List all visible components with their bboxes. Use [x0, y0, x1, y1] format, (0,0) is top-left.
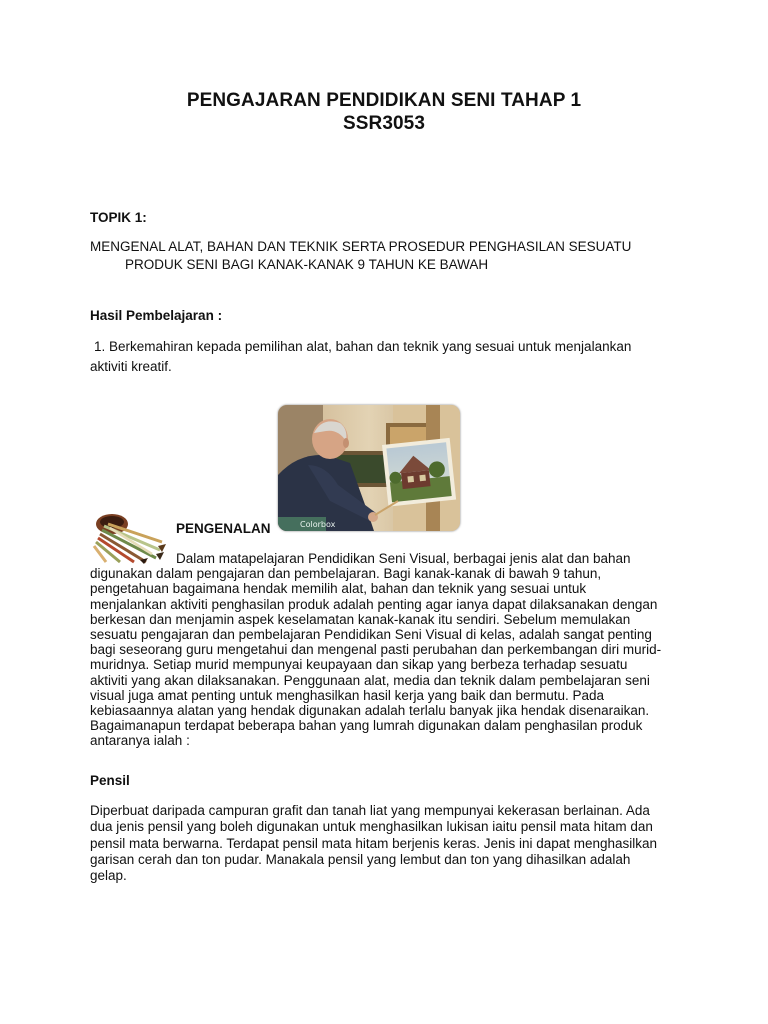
introduction-line: kebiasaannya alatan yang hendak digunakan adalah terlalu banyak jika hendak disenaraikan. — [90, 703, 650, 719]
introduction-line: Bagaimanapun terdapat beberapa bahan yang lumrah digunakan dalam penghasilan produk — [90, 718, 643, 734]
introduction-line: visual juga amat penting untuk menghasilkan hasil kerja yang baik dan bermutu. Pada — [90, 687, 605, 703]
pensil-paragraph — [90, 803, 678, 884]
introduction-line: antaranya ialah : — [90, 733, 190, 749]
topic-description-line: MENGENAL ALAT, BAHAN DAN TEKNIK SERTA PROSEDUR PENGHASILAN SESUATU — [90, 239, 632, 254]
learning-outcome-heading: Hasil Pembelajaran : — [90, 308, 223, 323]
section-heading-pensil: Pensil — [90, 773, 130, 788]
introduction-line: digunakan dalam pengajaran dan pembelajaran. Bagi kanak-kanak di bawah 9 tahun, — [90, 566, 602, 582]
introduction-line: bagi seseorang guru mengetahui dan mengenal pasti perubahan dan perkembangan diri murid- — [90, 642, 662, 658]
course-code: SSR3053 — [342, 113, 426, 134]
pensil-line: garisan cerah dan ton pudar. Manakala pensil yang lembut dan ton yang dihasilkan adalah — [90, 851, 631, 867]
introduction-line: aktiviti yang akan dilaksanakan. Penggunaan alat, media dan teknik dalam pembelajaran seni — [90, 672, 650, 688]
introduction-line: pengetahuan bagaimana hendak memilih alat, bahan dan teknik yang sesuai untuk — [90, 581, 587, 597]
learning-outcome-line: aktiviti kreatif. — [90, 359, 172, 374]
topic-description — [90, 238, 690, 274]
learning-outcome-line: 1. Berkemahiran kepada pemilihan alat, bahan dan teknik yang sesuai untuk menjalankan — [94, 339, 632, 354]
pensil-line: pensil mata berwarna. Terdapat pensil mata hitam berjenis keras. Jenis ini dapat menghasilkan — [90, 835, 658, 851]
introduction-line: muridnya. Setiap murid mempunyai keupayaan dan sikap yang berbeza terhadap sesuatu — [90, 657, 628, 673]
document-title: PENGAJARAN PENDIDIKAN SENI TAHAP 1 — [186, 90, 582, 111]
introduction-line: sesuatu pengajaran dan pembelajaran Pendidikan Seni Visual di kelas, adalah sangat penting — [90, 627, 652, 643]
introduction-line: berkesan dan menjamin aspek keselamatan kanak-kanak itu sendiri. Sebelum memulakan — [90, 611, 631, 627]
photo-watermark: Colorbox — [300, 520, 336, 529]
pensil-line: Diperbuat daripada campuran grafit dan tanah liat yang mempunyai kekerasan berlainan. Ada — [90, 803, 650, 818]
painter-photo — [278, 405, 460, 531]
topic-label: TOPIK 1: — [90, 210, 147, 225]
pensil-line: dua jenis pensil yang boleh digunakan untuk menghasilkan lukisan iaitu pensil mata hitam dan — [90, 819, 653, 835]
introduction-line: Dalam matapelajaran Pendidikan Seni Visual, berbagai jenis alat dan bahan — [176, 551, 631, 566]
pensil-line: gelap. — [90, 868, 127, 884]
learning-outcome — [90, 337, 680, 377]
section-heading-pengenalan: PENGENALAN — [176, 521, 271, 536]
introduction-line: menjalankan aktiviti penghasilan produk adalah penting agar ianya dapat dilaksanakan dengan — [90, 596, 658, 612]
introduction-paragraph — [90, 551, 678, 749]
topic-description-line: PRODUK SENI BAGI KANAK-KANAK 9 TAHUN KE BAWAH — [125, 257, 489, 272]
